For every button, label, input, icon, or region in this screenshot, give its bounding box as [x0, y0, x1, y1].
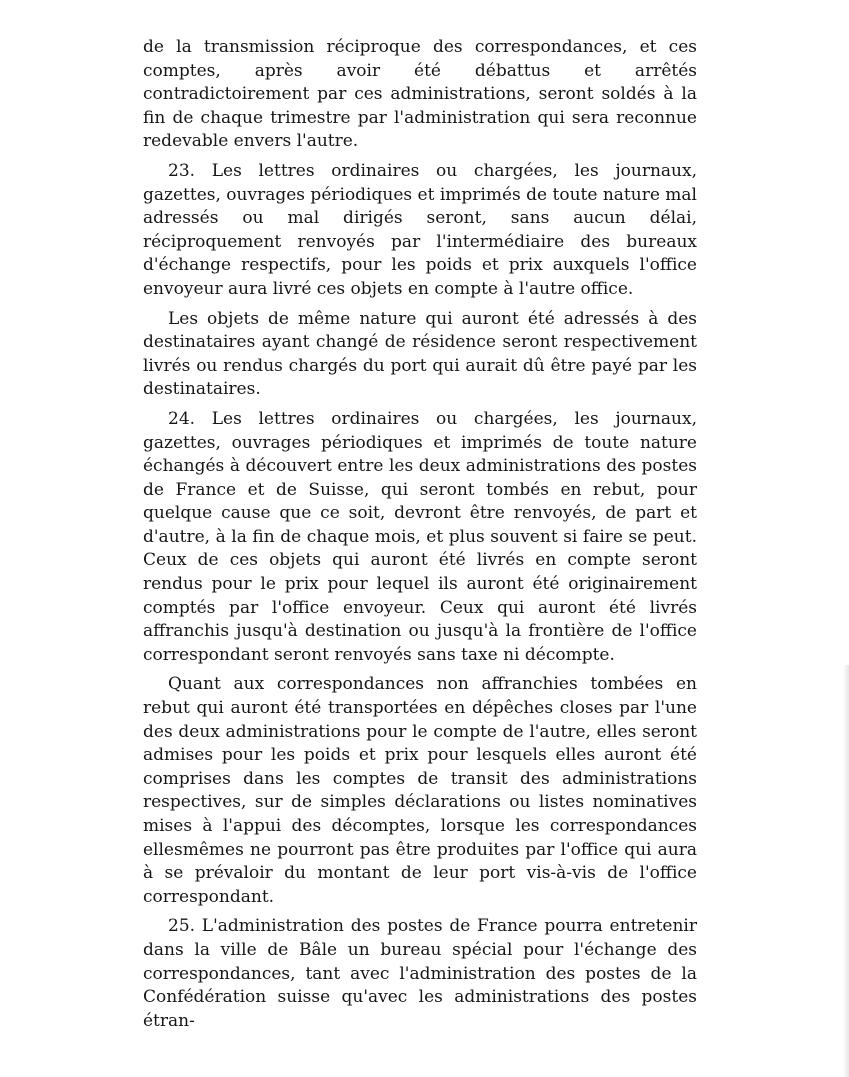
paragraph-continuation: de la transmission réciproque des correspondances, et ces comptes, après avoir été débattus et arrêtés contradictoirement par ces administrations, seront soldés à la fin de chaque trimestre par l'administration qui sera reconnue redevable envers l'autre.	[143, 37, 697, 152]
article-23: 23. Les lettres ordinaires ou chargées, les journaux, gazettes, ouvrages périodiques et imprimés de toute nature mal adressés ou mal dirigés seront, sans aucun délai, réciproquement renvoyés par l'intermédiaire des bureaux d'échange respectifs, pour les poids et prix auxquels l'office envoyeur aura livré ces objets en compte à l'autre office.	[143, 160, 697, 299]
article-24: 24. Les lettres ordinaires ou chargées, les journaux, gazettes, ouvrages périodiques et imprimés de toute nature échangés à découvert entre les deux administrations des postes de France et de Suisse, qui seront tombés en rebut, pour quelque cause que ce soit, devront être renvoyés, de part et d'autre, à la fin de chaque mois, et plus souvent si faire se peut. Ceux de ces objets qui auront été livrés en compte seront rendus pour le prix pour lequel ils auront été originairement comptés par l'office envoyeur. Ceux qui auront été livrés affranchis jusqu'à destination ou jusqu'à la frontière de l'office correspondant seront renvoyés sans taxe ni décompte.	[143, 408, 697, 665]
page-edge-shadow	[843, 665, 849, 1077]
article-23-paragraph-2: Les objets de même nature qui auront été adressés à des destinataires ayant changé de résidence seront respectivement livrés ou rendus chargés du port qui aurait dû être payé par les destinataires.	[143, 308, 697, 400]
document-page	[143, 36, 697, 1039]
article-24-paragraph-2: Quant aux correspondances non affranchies tombées en rebut qui auront été transportées en dépêches closes par l'une des deux administrations pour le compte de l'autre, elles seront admises pour les poids et prix pour lesquels elles auront été comprises dans les comptes de transit des administrations respectives, sur de simples déclarations ou listes nominatives mises à l'appui des décomptes, lorsque les correspondances ellesmêmes ne pourront pas être produites par l'office qui aura à se prévaloir du montant de leur port vis-à-vis de l'office correspondant.	[143, 674, 697, 907]
article-25: 25. L'administration des postes de France pourra entretenir dans la ville de Bâle un bureau spécial pour l'échange des correspondances, tant avec l'administration des postes de la Confédération suisse qu'avec les administrations des postes étran-	[143, 916, 697, 1031]
